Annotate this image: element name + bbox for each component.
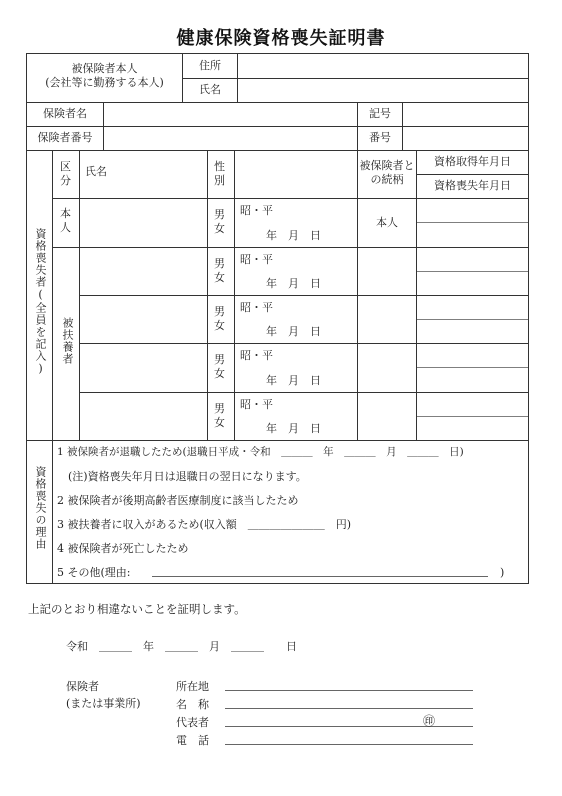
name-label: 氏名 [199,83,221,96]
ymd-label: 年 月 日 [266,277,321,290]
sex-options: 男女 [214,402,225,430]
ymd-label: 年 月 日 [266,422,321,435]
era-options: 昭・平 [240,301,273,314]
ymd-label: 年 月 日 [266,229,321,242]
date-line: 令和 ＿＿＿ 年 ＿＿＿ 月 ＿＿＿ 日 [66,640,297,653]
era-options: 昭・平 [240,253,273,266]
location-label: 所在地 [176,680,209,693]
insured-person-label: 被保険者本人 [71,62,138,75]
era-options: 昭・平 [240,398,273,411]
reason-5-close: ) [500,566,505,579]
col-sex: 性別 [214,160,225,188]
insured-person-note: (会社等に勤務する本人) [45,76,164,89]
insurer-label: 保険者 [66,680,99,693]
reason-1: 1 被保険者が退職したため(退職日平成・令和 ＿＿＿ 年 ＿＿＿ 月 ＿＿＿ 日) [57,446,464,458]
col-relation: 被保険者との続柄 [359,159,415,186]
kigo-label: 記号 [369,107,391,120]
relation-self: 本人 [376,216,398,229]
sex-options: 男女 [214,208,225,236]
page-title: 健康保険資格喪失証明書 [176,28,386,49]
sex-options: 男女 [214,353,225,381]
seal-mark: ㊞ [423,714,436,728]
reason-5: 5 その他(理由: [57,566,131,579]
insurer-name-label: 保険者名 [43,107,87,120]
reason-4: 4 被保険者が死亡したため [57,542,189,555]
self-label: 本人 [60,207,71,235]
representative-label: 代表者 [176,716,209,729]
reason-3: 3 被扶養者に収入があるため(収入額 ＿＿＿＿＿＿＿ 円) [57,518,352,531]
dependent-label: 被扶養者 [61,317,74,365]
company-name-label: 名 称 [176,698,209,711]
or-office-label: (または事業所) [66,697,141,710]
sex-options: 男女 [214,305,225,333]
era-options: 昭・平 [240,349,273,362]
reason-1-note: (注)資格喪失年月日は退職日の翌日になります。 [68,470,307,483]
sex-options: 男女 [214,257,225,285]
certify-statement: 上記のとおり相違ないことを証明します。 [28,602,246,616]
phone-label: 電 話 [176,734,209,747]
reason-2: 2 被保険者が後期高齢者医療制度に該当したため [57,494,299,507]
col-lost-date: 資格喪失年月日 [434,179,511,192]
ymd-label: 年 月 日 [266,325,321,338]
col-acquired-date: 資格取得年月日 [434,155,511,168]
address-label: 住所 [199,59,221,72]
bango-label: 番号 [369,131,391,144]
lost-persons-side-label: 資格喪失者(全員を記入) [34,228,47,376]
col-name: 氏名 [85,165,107,178]
col-kubun: 区分 [60,160,71,188]
era-options: 昭・平 [240,204,273,217]
reason-side-label: 資格喪失の理由 [34,466,47,550]
insurer-number-label: 保険者番号 [37,131,93,144]
ymd-label: 年 月 日 [266,374,321,387]
